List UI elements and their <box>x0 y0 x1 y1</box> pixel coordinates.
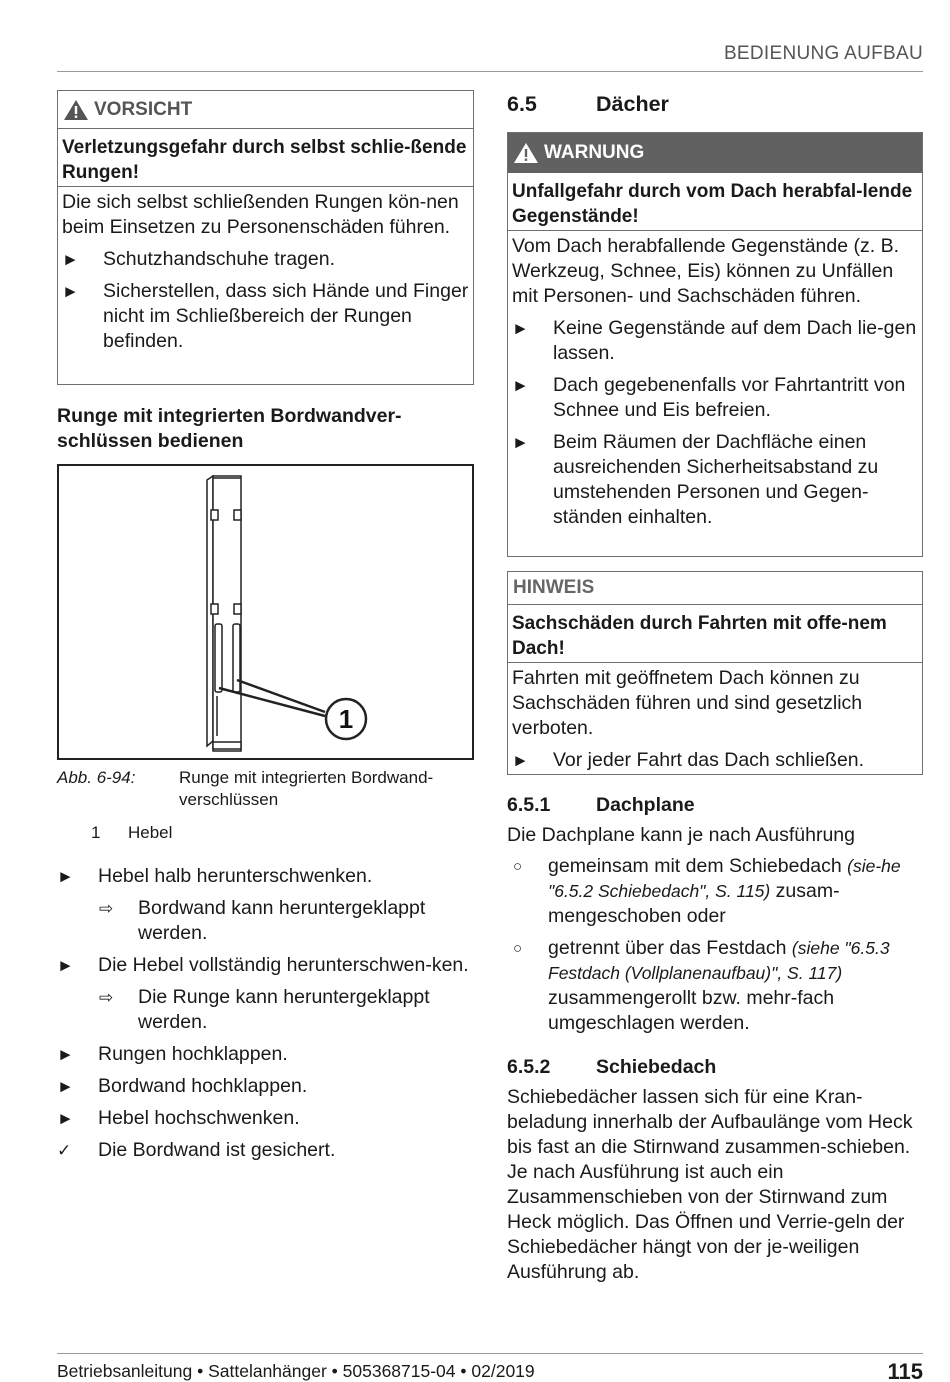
warning-action <box>512 316 918 366</box>
step-text: Die Runge kann heruntergeklappt werden. <box>138 986 430 1033</box>
action-arrow-icon: ► <box>512 433 529 452</box>
warning-action <box>512 373 918 423</box>
subsection-heading-schiebedach <box>507 1056 923 1079</box>
figure-legend <box>57 823 474 843</box>
subsection-number: 6.5.1 <box>507 794 551 816</box>
subsection-number: 6.5.2 <box>507 1056 551 1078</box>
hint-action <box>512 748 918 773</box>
warning-title: Unfallgefahr durch vom Dach herabfal-lende Gegenstände! <box>508 176 922 231</box>
action-arrow-icon: ► <box>62 282 79 301</box>
warning-triangle-icon <box>63 99 89 121</box>
warning-body <box>508 173 922 534</box>
step-action <box>57 953 469 978</box>
procedure-heading: Runge mit integrierten Bordwandver-schlüssen bedienen <box>57 405 402 452</box>
action-arrow-icon: ► <box>512 376 529 395</box>
hint-action-text: Vor jeder Fahrt das Dach schließen. <box>553 749 865 771</box>
page-footer <box>57 1353 923 1382</box>
result-arrow-icon: ⇨ <box>99 899 114 918</box>
warning-label: WARNUNG <box>544 142 645 163</box>
step-text: Bordwand kann heruntergeklappt werden. <box>138 897 426 944</box>
caution-action-text: Sicherstellen, dass sich Hände und Finger nicht im Schließbereich der Rungen befinden. <box>103 280 469 352</box>
subsection-title: Schiebedach <box>596 1056 717 1078</box>
option-item <box>507 936 923 1036</box>
hint-body <box>508 605 922 777</box>
step-action <box>57 1074 469 1099</box>
step-text: Hebel halb herunterschwenken. <box>98 865 373 887</box>
page-header <box>57 40 923 72</box>
step-text: Hebel hochschwenken. <box>98 1107 300 1129</box>
section-title: Dächer <box>596 92 669 116</box>
runge-illustration <box>59 466 472 758</box>
caution-action-text: Schutzhandschuhe tragen. <box>103 248 336 270</box>
section-number: 6.5 <box>507 92 537 116</box>
warning-text: Vom Dach herabfallende Gegenstände (z. B. Werkzeug, Schnee, Eis) können zu Unfällen mit Personen- und Sachschäden führen. <box>512 235 899 307</box>
action-arrow-icon: ► <box>57 1045 74 1064</box>
figure-caption <box>57 767 474 811</box>
caption-number: Abb. 6-94: <box>57 768 136 787</box>
caution-body <box>58 129 473 358</box>
footer-document-info: Betriebsanleitung • Sattelanhänger • 505368715-04 • 02/2019 <box>57 1361 535 1381</box>
right-column <box>507 90 923 1285</box>
cross-reference[interactable]: (siehe "6.5.3 Festdach (Vollplanenaufbau)", S. 117) <box>548 938 890 983</box>
step-check <box>57 1138 469 1163</box>
subsection-title: Dachplane <box>596 794 695 816</box>
action-arrow-icon: ► <box>512 751 529 770</box>
result-arrow-icon: ⇨ <box>99 988 114 1007</box>
step-action <box>57 1042 469 1067</box>
hint-header <box>508 572 922 605</box>
step-text: Die Hebel vollständig herunterschwen-ken. <box>98 954 469 976</box>
warning-action-text: Beim Räumen der Dachfläche einen ausreichenden Sicherheitsabstand zu umstehenden Personen und Gegen-ständen einhalten. <box>553 431 879 528</box>
action-arrow-icon: ► <box>57 1077 74 1096</box>
left-column <box>57 90 474 1163</box>
checkmark-icon: ✓ <box>57 1141 72 1160</box>
warning-header <box>508 133 922 173</box>
circle-bullet-icon: ○ <box>513 858 523 875</box>
action-arrow-icon: ► <box>57 867 74 886</box>
procedure-steps <box>57 864 469 1163</box>
subsection-heading-dachplane <box>507 794 923 817</box>
step-result <box>57 985 469 1035</box>
option-text: getrennt über das Festdach <box>548 937 792 959</box>
warning-action <box>512 430 918 530</box>
option-item <box>507 854 923 929</box>
warning-box <box>507 132 923 557</box>
step-text: Bordwand hochklappen. <box>98 1075 308 1097</box>
caution-label: VORSICHT <box>94 98 193 120</box>
action-arrow-icon: ► <box>57 1109 74 1128</box>
step-text: Rungen hochklappen. <box>98 1043 288 1065</box>
schiebedach-text: Schiebedächer lassen sich für eine Kran-beladung innerhalb der Aufbaulänge vom Heck bis fast an die Stirnwand zusammen-schieben. Je nach Ausführung ist auch ein Zusammenschieben von der Stirnwand zum Heck möglich. Das Öffnen und Verrie-geln der Schiebedächer hängt von der je-weiligen Ausführung ab. <box>507 1086 913 1283</box>
legend-number: 1 <box>91 823 101 842</box>
warning-triangle-icon <box>513 142 539 164</box>
dachplane-intro: Die Dachplane kann je nach Ausführung <box>507 824 855 846</box>
caution-title: Verletzungsgefahr durch selbst schlie-ßende Rungen! <box>58 132 473 187</box>
caution-text: Die sich selbst schließenden Rungen kön-nen beim Einsetzen zu Personenschäden führen. <box>62 191 459 238</box>
option-text: zusammengerollt bzw. mehr-fach umgeschlagen werden. <box>548 987 835 1034</box>
cross-reference[interactable]: (sie-he "6.5.2 Schiebedach", S. 115) <box>548 856 901 901</box>
action-arrow-icon: ► <box>512 319 529 338</box>
warning-action-text: Keine Gegenstände auf dem Dach lie-gen lassen. <box>553 317 917 364</box>
header-section-title: BEDIENUNG AUFBAU <box>723 43 923 64</box>
step-result <box>57 896 469 946</box>
circle-bullet-icon: ○ <box>513 940 523 957</box>
action-arrow-icon: ► <box>62 250 79 269</box>
caution-box <box>57 90 474 385</box>
option-text: zusam-mengeschoben oder <box>548 880 840 927</box>
caution-action <box>62 279 469 354</box>
caption-text: Runge mit integrierten Bordwand-verschlüssen <box>179 768 434 809</box>
caution-header <box>58 91 473 129</box>
hint-box <box>507 571 923 775</box>
hint-title: Sachschäden durch Fahrten mit offe-nem Dach! <box>508 608 922 663</box>
figure-callout-number: 1 <box>338 704 354 734</box>
hint-label: HINWEIS <box>513 577 595 598</box>
option-text: gemeinsam mit dem Schiebedach <box>548 855 848 877</box>
warning-action-text: Dach gegebenenfalls vor Fahrtantritt von Schnee und Eis befreien. <box>553 374 906 421</box>
action-arrow-icon: ► <box>57 956 74 975</box>
step-action <box>57 1106 469 1131</box>
legend-text: Hebel <box>128 823 173 842</box>
step-text: Die Bordwand ist gesichert. <box>98 1139 336 1161</box>
hint-text: Fahrten mit geöffnetem Dach können zu Sachschäden führen und sind gesetzlich verboten. <box>512 667 863 739</box>
figure-runge <box>57 464 474 760</box>
section-heading <box>507 92 923 117</box>
step-action <box>57 864 469 889</box>
caution-action <box>62 247 469 272</box>
page-number: 115 <box>887 1359 923 1382</box>
